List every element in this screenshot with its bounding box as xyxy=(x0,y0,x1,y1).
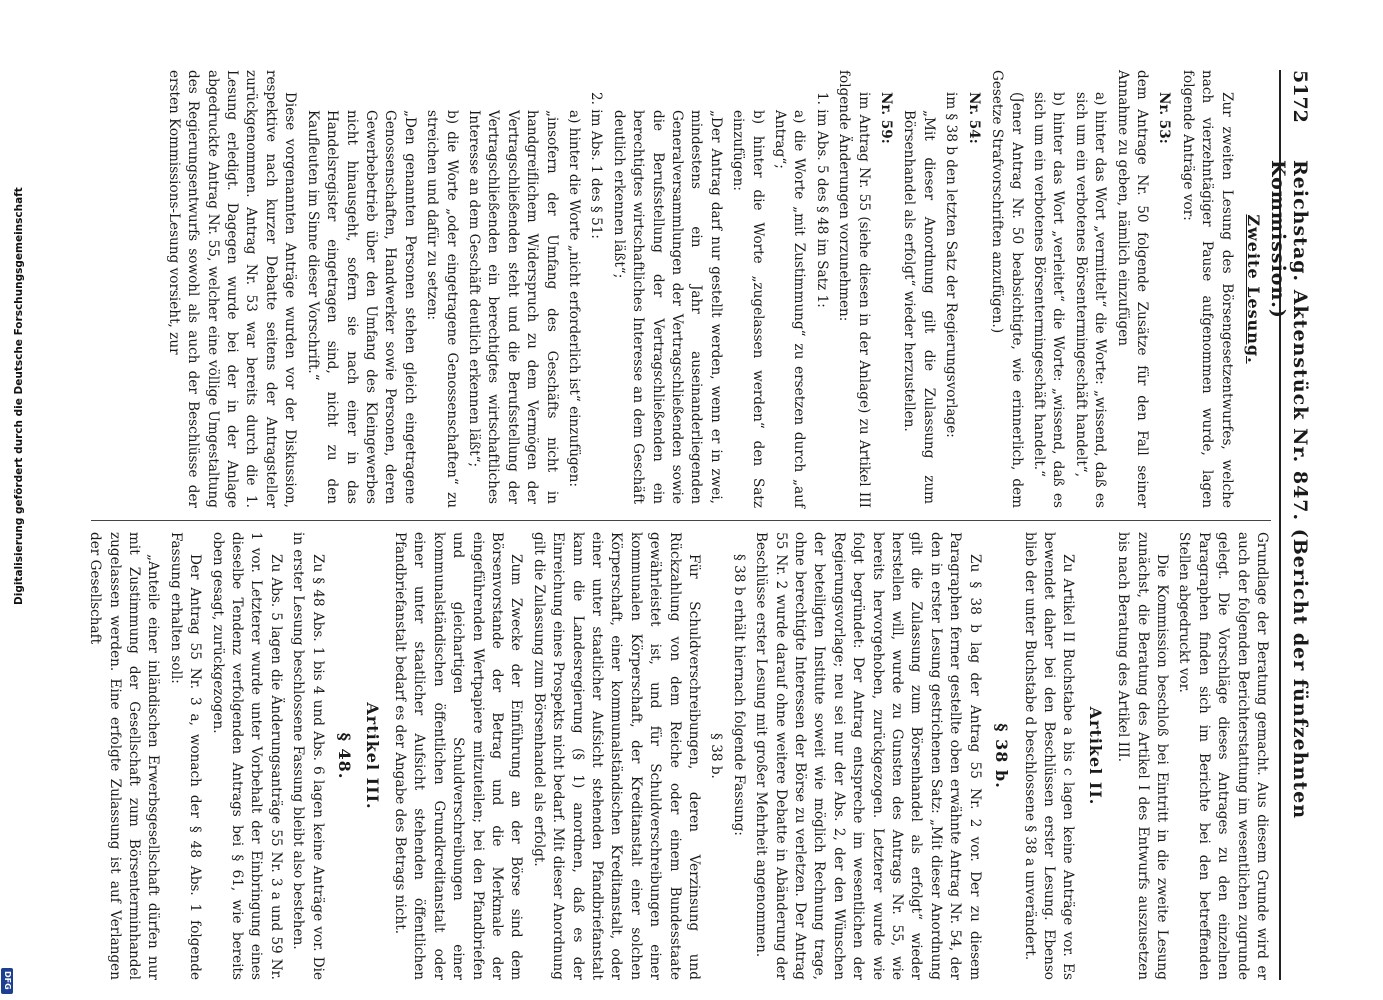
paragraph-artikel-2: Zu Artikel II Buchstabe a bis c lagen keine Anträge vor. Es bewendet daher bei den Beschlüssen erster Lesung. Ebenso blieb der unter Buchstabe d beschlossene § 38 a unverändert. xyxy=(1021,532,1077,980)
paragraph-38b-version: § 38 b erhält hiernach folgende Fassung: xyxy=(730,554,747,836)
motion-59-item-2b-quote: „Den genannten Personen stehen gleich eingetragene Genossenschaften, Handwerker sowie Personen, deren Gewerbebetrieb über den Umfang des Kleingewerbes nicht hinausgeht, sofern sie nach einer in das Handelsregister eingetragen sind, nicht zu den Kaufleuten im Sinne dieser Vorschrift.“ xyxy=(304,110,418,504)
paragraph-38b-motion: Zu § 38 b lag der Antrag 55 Nr. 2 vor. Der zu diesem Paragraphen ferner gestellte oben erwähnte Antrag Nr. 54, der den in erster Lesung gestrichenen Satz: „Mit dieser Anordnung gilt die Zulassung zum Börsenhandel als erfolgt“ wieder herstellen will, wurde zu Gunsten des Antrags Nr. 55, wie bereits hervorgehoben, zurückgezogen. Letzterer wurde wie folgt begründet: Der Antrag entspreche im wesentlichen der Regierungsvorlage; neu sei nur der Abs. 2, der den Wünschen der beteiligten Institute soweit wie möglich Rechnung trage, ohne berechtigte Interessen der Börse zu verletzen. Der Antrag 55 Nr. 2 wurde darauf ohne weitere Debatte in Abänderung der Beschlüsse erster Lesung mit großer Mehrheit angenommen. xyxy=(753,532,983,980)
dfg-logo xyxy=(1,968,13,994)
paragraph-commission: Die Kommission beschloß bei Eintritt in die zweite Lesung zunächst, die Beratung des Artikel I des Entwurfs auszusetzen bis nach Beratung des Artikel III. xyxy=(1115,532,1170,980)
motion-59-item-2a-quote: „insofern der Umfang des Geschäfts nicht in handgreiflichem Widerspruch zu dem Vermögen der Vertragschließenden steht und die Berufsstellung der Vertragschließenden ein berechtigtes wirtschaftliches Interesse an dem Geschäft deutlich erkennen läßt“; xyxy=(465,110,560,504)
column-divider xyxy=(91,520,1271,521)
side-credit xyxy=(0,0,25,1000)
motion-59-text: im Antrag Nr. 55 (siehe diesen in der Anlage) zu Artikel III folgende Änderungen vorzunehmen: xyxy=(836,70,872,508)
funding-credit: Digitalisierung gefördert durch die Deutsche Forschungsgemeinschaft xyxy=(13,187,25,605)
motion-53-label: Nr. 53: xyxy=(1156,92,1173,144)
left-column xyxy=(160,70,1271,508)
heading-artikel-2: Artikel II. xyxy=(1085,706,1105,806)
motion-59-item-2a: a) hinter die Worte „nicht erforderlich ist“ einzufügen: xyxy=(566,110,582,488)
motion-59-item-2: 2. im Abs. 1 des § 51: xyxy=(588,92,605,239)
motion-59-item-1a: a) die Worte „mit Zustimmung“ zu ersetzen durch „auf Antrag“; xyxy=(772,110,808,508)
motion-59-item-1: 1. im Abs. 5 des § 48 im Satz 1: xyxy=(813,92,830,308)
section-38b-text-2: Zum Zwecke der Einführung an der Börse sind dem Börsenvorstande der Betrag und die Merkmale der eingeführenden Wertpapiere mitzuteilen; bei den Pfandbriefen und gleichartigen Schuldverschreibungen einer kommunalständischen öffentlichen Grundkreditanstalt oder einer unter staatlicher Aufsicht stehenden öffentlichen Pfandbriefanstalt bedarf es der Angabe des Betrags nicht. xyxy=(391,532,525,980)
paragraph-basis: Grundlage der Beratung gemacht. Aus diesem Grunde wird er auch der folgenden Berichterstattung im wesentlichen zugrunde gelegt. Die Vorschläge dieses Antrages zu den einzelnen Paragraphen finden sich im Berichte bei den betreffenden Stellen abgedruckt vor. xyxy=(1176,532,1270,980)
document-page xyxy=(85,70,1315,980)
page-number: 5172 xyxy=(1289,70,1311,123)
motion-59-item-2b: b) die Worte „oder eingetragene Genossenschaften“ zu streichen und dafür zu setzen: xyxy=(424,110,460,508)
motion-53-a: a) hinter das Wort „vermittelt“ die Worte: „wissend, daß es sich um ein verbotenes Börsentermingeschäft handelt“, xyxy=(1072,92,1109,508)
motion-53-text: dem Antrage Nr. 50 folgende Zusätze für den Fall seiner Annahme zu geben, nämlich einzufügen xyxy=(1114,70,1150,508)
paragraph-48-unchanged: Zu § 48 Abs. 1 bis 4 und Abs. 6 lagen keine Anträge vor. Die in erster Lesung beschlossene Fassung bleibt also bestehen. xyxy=(290,532,326,980)
heading-artikel-3: Artikel III. xyxy=(362,702,382,810)
section-heading-zweite-lesung: Zweite Lesung. xyxy=(1244,214,1263,364)
motion-59-label: Nr. 59: xyxy=(878,92,895,144)
motion-54-quote: „Mit dieser Anordnung gilt die Zulassung zum Börsenhandel als erfolgt“ wieder herzustellen. xyxy=(901,110,937,504)
section-38b-label: § 38 b. xyxy=(708,733,725,779)
heading-section-48: § 48. xyxy=(335,732,355,780)
motion-59-item-1b-quote: „Der Antrag darf nur gestellt werden, wenn er in zwei, mindestens ein Jahr auseinanderliegenden Generalversammlungen der Vertragschließenden sowie die Berufsstellung der Vertragschließenden ein berechtigtes wirtschaftliches Interesse an dem Geschäft deutlich erkennen läßt“; xyxy=(610,110,724,504)
dfg-logo-text: DFG xyxy=(3,971,12,990)
heading-section-38b: § 38 b. xyxy=(992,723,1012,789)
motion-53-note: (Jener Antrag Nr. 50 beabsichtigte, wie erinnerlich, dem Gesetze Strafvorschriften anzufügen.) xyxy=(989,70,1025,508)
paragraph-48-abs5: Zu Abs. 5 lagen die Änderungsanträge 55 Nr. 3 a und 59 Nr. 1 vor. Letzterer wurde unter Vorbehalt der Einbringung eines dieselbe Tendenz verfolgenden Antrags bei § 61, wie bereits oben gesagt, zurückgezogen. xyxy=(209,532,284,980)
page-header xyxy=(1267,70,1315,980)
motion-53-b: b) hinter das Wort „verleitet“ die Worte: „wissend, daß es sich um ein verbotenes Börsentermingeschäft handelt.“ xyxy=(1030,92,1067,508)
intro-paragraph: Zur zweiten Lesung des Börsengesetzentwurfes, welche nach vierzehntägiger Pause aufgenommen wurde, lagen folgende Anträge vor: xyxy=(1179,70,1235,508)
motion-54-label: Nr. 54: xyxy=(965,92,982,144)
motion-54-text: im § 38 b den letzten Satz der Regierungsvorlage: xyxy=(943,92,960,438)
motion-59-item-1b: b) hinter die Worte „zugelassen werden“ den Satz einzufügen: xyxy=(730,110,766,508)
closing-paragraph: Diese vorgenannten Anträge wurden vor der Diskussion, respektive nach kurzer Debatte seitens der Antragsteller zurückgenommen. Antrag Nr. 53 war bereits durch die 1. Lesung erledigt. Dagegen wurde bei der in der Anlage abgedruckte Antrag Nr. 55, welcher eine völlige Umgestaltung des Regierungsentwurfs sowohl als auch der Beschlüsse der ersten Kommissions-Lesung vorsieht, zur xyxy=(165,70,299,508)
section-38b-text-1: Für Schuldverschreibungen, deren Verzinsung und Rückzahlung von dem Reiche oder einem Bundesstaate gewährleistet ist, und für Schuldverschreibungen einer kommunalen Körperschaft, der Kreditanstalt einer solchen Körperschaft, einer kommunalständischen Kreditanstalt, oder einer unter staatlicher Aufsicht stehenden Pfandbriefanstalt kann die Landesregierung (§ 1) anordnen, daß es der Einreichung eines Prospekts nicht bedarf. Mit dieser Anordnung gilt die Zulassung zum Börsenhandel als erfolgt. xyxy=(530,532,703,980)
paragraph-48-motion55: Der Antrag 55 Nr. 3 a, wonach der § 48 Abs. 1 folgende Fassung erhalten soll: xyxy=(167,532,204,980)
right-column xyxy=(82,532,1271,980)
paragraph-48-quote: „Anteile einer inländischen Erwerbsgesellschaft dürfen nur mit Zustimmung der Gesellschaft zum Börsenterminhandel zugelassen werden. Eine erfolgte Zulassung ist auf Verlangen der Gesellschaft xyxy=(87,532,162,980)
running-title: Reichstag. Aktenstück Nr. 847. (Bericht der fünfzehnten Kommission.) xyxy=(1267,160,1311,820)
